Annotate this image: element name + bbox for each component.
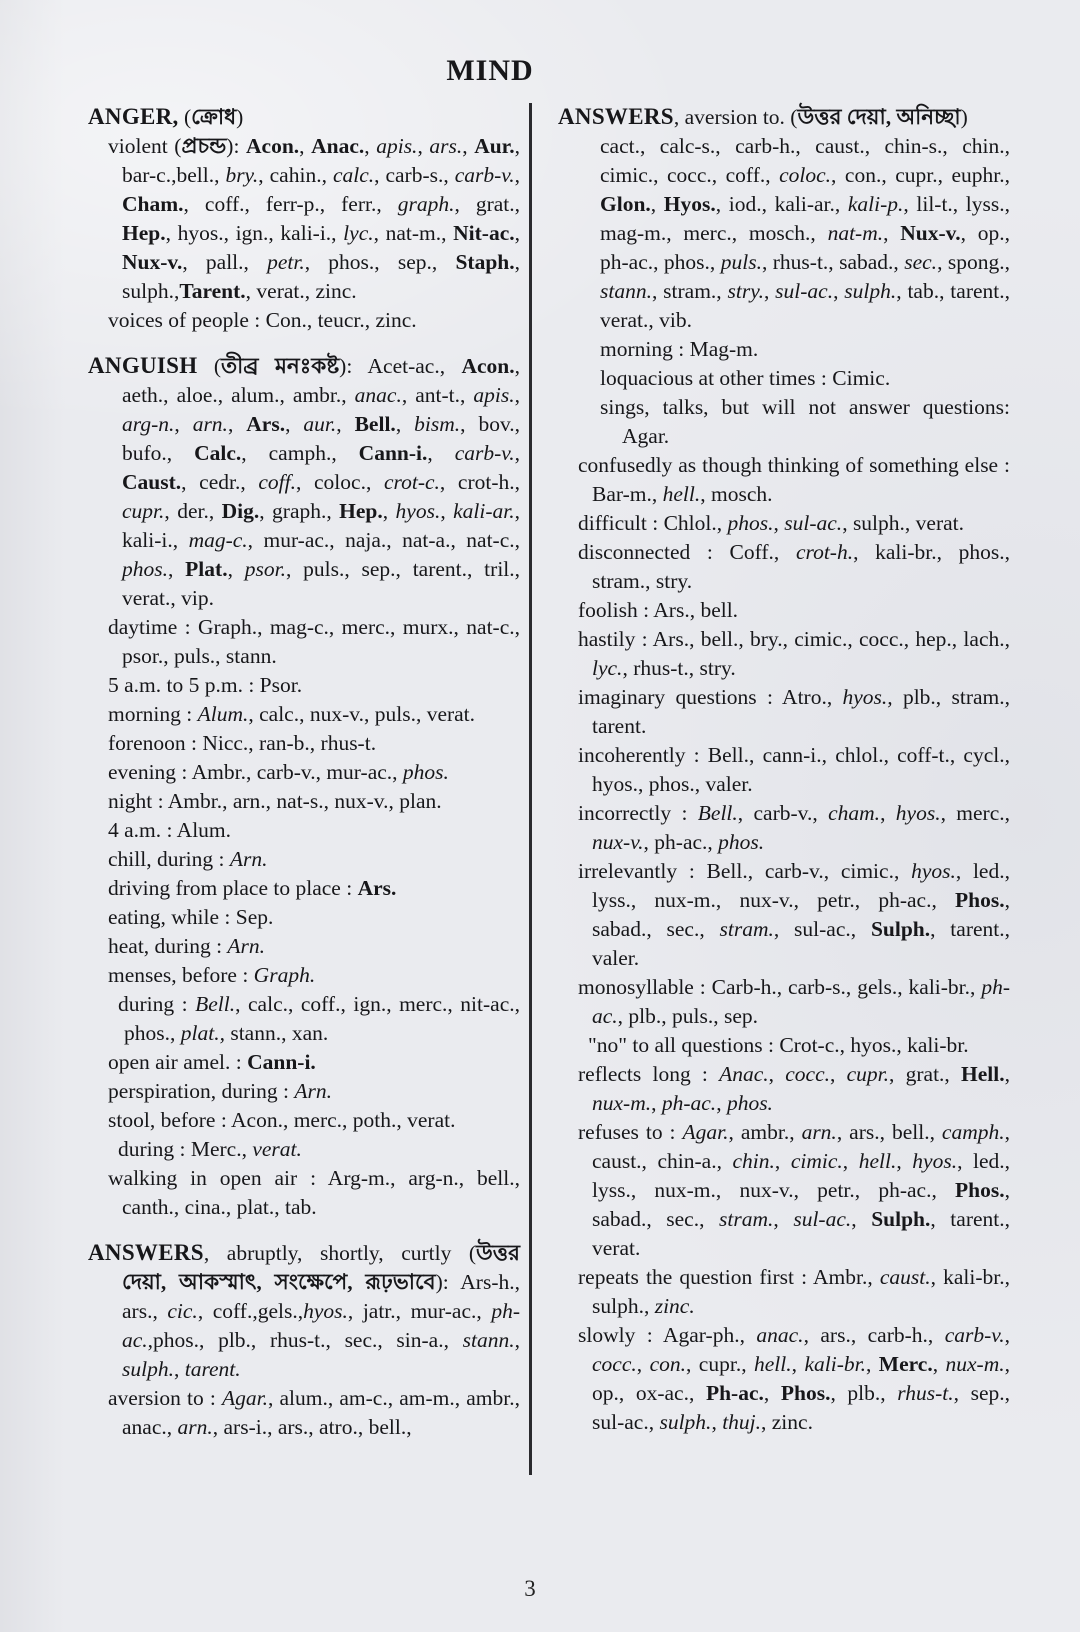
entry-subrubric: 4 a.m. : Alum.: [108, 818, 232, 842]
entry-subsubrubric: "no" to all questions : Crot-c., hyos., kali-br.: [588, 1033, 969, 1057]
entry-subrubric: reflects long : Anac., cocc., cupr., grat., Hell., nux-m., ph-ac., phos.: [578, 1062, 1010, 1115]
entry-subrubric: incoherently : Bell., cann-i., chlol., coff-t., cycl., hyos., phos., valer.: [578, 743, 1010, 796]
entry-subrubric-deep: loquacious at other times : Cimic.: [600, 366, 891, 390]
entry-subrubric: menses, before : Graph.: [108, 963, 316, 987]
entry-continuation: cact., calc-s., carb-h., caust., chin-s., chin., cimic., cocc., coff., coloc., con., cupr., euphr., Glon., Hyos., iod., kali-ar., kali-p., lil-t., lyss., mag-m., merc., mosch., nat-m., Nux-v., op., ph-ac., phos., puls., rhus-t., sabad., sec., spong., stann., stram., stry., sul-ac., sulph., tab., tarent., verat., vib.: [600, 134, 1011, 332]
running-head: MIND: [446, 54, 534, 87]
entry-subrubric: evening : Ambr., carb-v., mur-ac., phos.: [108, 760, 449, 784]
entry-subrubric: aversion to : Agar., alum., am-c., am-m., ambr., anac., arn., ars-i., ars., atro., bell.,: [108, 1386, 520, 1439]
left-column: [88, 102, 520, 1442]
entry-subrubric: night : Ambr., arn., nat-s., nux-v., plan.: [108, 789, 442, 813]
entry-subrubric: violent (প্রচন্ড): Acon., Anac., apis., ars., Aur., bar-c.,bell., bry., cahin., calc., carb-s., carb-v., Cham., coff., ferr-p., ferr., graph., grat., Hep., hyos., ign., kali-i., lyc., nat-m., Nit-ac., Nux-v., pall., petr., phos., sep., Staph., sulph.,Tarent., verat., zinc.: [108, 134, 521, 303]
entry-subsubrubric: during : Bell., calc., coff., ign., merc., nit-ac., phos., plat., stann., xan.: [118, 992, 520, 1045]
entry-subrubric: walking in open air : Arg-m., arg-n., bell., canth., cina., plat., tab.: [108, 1166, 520, 1219]
entry-subrubric: difficult : Chlol., phos., sul-ac., sulph., verat.: [578, 511, 964, 535]
entry-headword: ANGUISH (তীব্র মনঃকষ্ট): Acet-ac., Acon., aeth., aloe., alum., ambr., anac., ant-t., apis., arg-n., arn., Ars., aur., Bell., bism., bov., bufo., Calc., camph., Cann-i., carb-v., Caust., cedr., coff., coloc., crot-c., crot-h., cupr., der., Dig., graph., Hep., hyos., kali-ar., kali-i., mag-c., mur-ac., naja., nat-a., nat-c., phos., Plat., psor., puls., sep., tarent., tril., verat., vip.: [88, 353, 521, 610]
entry-subrubric: daytime : Graph., mag-c., merc., murx., nat-c., psor., puls., stann.: [108, 615, 520, 668]
entry-subrubric: monosyllable : Carb-h., carb-s., gels., kali-br., ph-ac., plb., puls., sep.: [578, 975, 1010, 1028]
column-divider-rule: [529, 103, 532, 1475]
right-column: [558, 102, 1010, 1437]
entry-headword: ANGER, (ক্রোধ): [88, 104, 244, 129]
entry-subrubric: stool, before : Acon., merc., poth., verat.: [108, 1108, 456, 1132]
entry-subrubric: imaginary questions : Atro., hyos., plb., stram., tarent.: [578, 685, 1010, 738]
entry-subrubric: refuses to : Agar., ambr., arn., ars., bell., camph., caust., chin-a., chin., cimic., hell., hyos., led., lyss., nux-m., nux-v., petr., ph-ac., Phos., sabad., sec., stram., sul-ac., Sulph., tarent., verat.: [578, 1120, 1011, 1260]
entry-subrubric-deep: sings, talks, but will not answer questions: Agar.: [600, 395, 1010, 448]
entry-subrubric: heat, during : Arn.: [108, 934, 266, 958]
entry-subrubric: morning : Alum., calc., nux-v., puls., verat.: [108, 702, 476, 726]
page-number: 3: [524, 1576, 536, 1601]
entry-subrubric: open air amel. : Cann-i.: [108, 1050, 316, 1074]
entry-subsubrubric: during : Merc., verat.: [118, 1137, 302, 1161]
entry-subrubric: eating, while : Sep.: [108, 905, 274, 929]
entry-subrubric: incorrectly : Bell., carb-v., cham., hyos., merc., nux-v., ph-ac., phos.: [578, 801, 1011, 854]
entry-subrubric: 5 a.m. to 5 p.m. : Psor.: [108, 673, 303, 697]
entry-subrubric: forenoon : Nicc., ran-b., rhus-t.: [108, 731, 377, 755]
entry-subrubric-deep: morning : Mag-m.: [600, 337, 759, 361]
entry-subrubric: slowly : Agar-ph., anac., ars., carb-h., carb-v., cocc., con., cupr., hell., kali-br., Merc., nux-m., op., ox-ac., Ph-ac., Phos., plb., rhus-t., sep., sul-ac., sulph., thuj., zinc.: [578, 1323, 1010, 1434]
entry-subrubric: repeats the question first : Ambr., caust., kali-br., sulph., zinc.: [578, 1265, 1010, 1318]
entry-headword: ANSWERS, abruptly, shortly, curtly (উত্তর দেয়া, আকস্মাৎ, সংক্ষেপে, রূঢ়ভাবে): Ars-h., ars., cic., coff.,gels.,hyos., jatr., mur-ac., ph- ac.,phos., plb., rhus-t., sec., sin-a., stann., sulph., tarent.: [88, 1240, 520, 1381]
entry-subrubric: irrelevantly : Bell., carb-v., cimic., hyos., led., lyss., nux-m., nux-v., petr., ph-ac., Phos., sabad., sec., stram., sul-ac., Sulph., tarent., valer.: [578, 859, 1010, 970]
entry-subrubric: chill, during : Arn.: [108, 847, 268, 871]
entry-subrubric: driving from place to place : Ars.: [108, 876, 397, 900]
entry-subrubric: hastily : Ars., bell., bry., cimic., cocc., hep., lach., lyc., rhus-t., stry.: [578, 627, 1010, 680]
entry-subrubric: disconnected : Coff., crot-h., kali-br., phos., stram., stry.: [578, 540, 1010, 593]
entry-subrubric: foolish : Ars., bell.: [578, 598, 739, 622]
entry-subrubric: confusedly as though thinking of something else : Bar-m., hell., mosch.: [578, 453, 1010, 506]
entry-subrubric: voices of people : Con., teucr., zinc.: [108, 308, 417, 332]
entry-headword: ANSWERS, aversion to. (উত্তর দেয়া, অনিচ্ছা): [558, 104, 968, 129]
entry-subrubric: perspiration, during : Arn.: [108, 1079, 332, 1103]
